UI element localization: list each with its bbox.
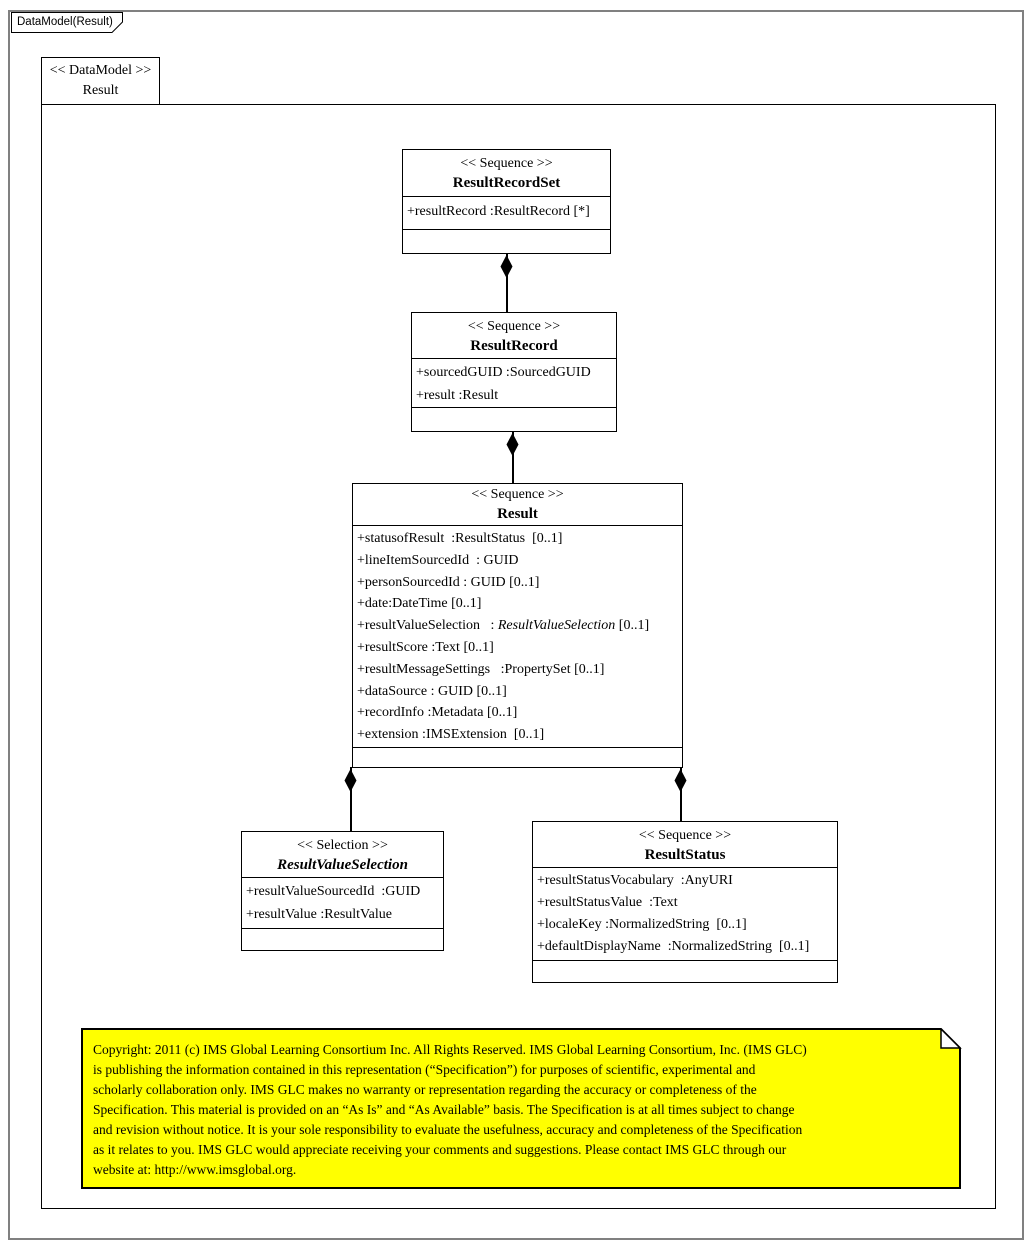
attribute-row: +sourcedGUID :SourcedGUID (416, 365, 591, 380)
class-box-result[interactable] (352, 483, 683, 768)
class-box-resultvalueselection[interactable] (241, 831, 444, 951)
attribute-row: +resultMessageSettings :PropertySet [0..1] (357, 661, 605, 677)
note-line: Copyright: 2011 (c) IMS Global Learning Consortium Inc. All Rights Reserved. IMS Global Learning Consortium, Inc. (IMS GLC) (93, 1042, 807, 1057)
composition-diamond-icon (500, 255, 513, 278)
class-name: Result (497, 506, 538, 522)
attribute-row: +localeKey :NormalizedString [0..1] (537, 917, 747, 932)
attribute-row: +resultValueSelection : ResultValueSelection [0..1] (357, 618, 650, 634)
class-stereotype: << Sequence >> (460, 156, 553, 171)
class-name: ResultRecordSet (452, 175, 561, 191)
attribute-row: +personSourcedId : GUID [0..1] (357, 574, 540, 590)
package-header[interactable] (41, 57, 160, 105)
empty-compartment (412, 408, 616, 431)
note-line: Specification. This material is provided on an “As Is” and “As Available” basis. The Specification is at all times subject to change (93, 1102, 795, 1117)
class-name: ResultStatus (644, 847, 726, 863)
class-stereotype: << Sequence >> (638, 828, 732, 843)
class-box-resultrecord[interactable] (411, 312, 617, 432)
attribute-row: +recordInfo :Metadata [0..1] (357, 705, 518, 721)
class-stereotype: << Selection >> (297, 838, 388, 853)
attribute-row: +resultRecord :ResultRecord [*] (407, 204, 590, 219)
attribute-row: +defaultDisplayName :NormalizedString [0..1] (537, 939, 810, 954)
diagram-tab-label: DataModel(Result) (17, 16, 113, 28)
composition-diamond-icon (506, 433, 519, 456)
class-box-resultstatus[interactable] (532, 821, 838, 983)
note-line: as it relates to you. IMS GLC would appreciate receiving your comments and suggestions. Please contact IMS GLC through our (93, 1142, 787, 1157)
empty-compartment (403, 230, 610, 253)
class-stereotype: << Sequence >> (467, 319, 561, 334)
empty-compartment (242, 929, 443, 950)
note-line: website at: http://www.imsglobal.org. (93, 1162, 297, 1177)
attribute-row: +statusofResult :ResultStatus [0..1] (357, 531, 563, 546)
copyright-note-text (93, 1040, 953, 1180)
attribute-row: +result :Result (416, 388, 499, 403)
class-stereotype: << Sequence >> (471, 487, 564, 502)
attribute-row: +resultStatusValue :Text (537, 895, 678, 910)
attribute-row: +dataSource : GUID [0..1] (357, 683, 507, 699)
class-name: ResultRecord (470, 338, 558, 354)
package-name: Result (82, 83, 119, 98)
note-line: and revision without notice. It is your sole responsibility to evaluate the usefulness, accuracy and completeness of the Specification (93, 1122, 803, 1137)
composition-diamond-icon (674, 769, 687, 792)
attribute-row: +lineItemSourcedId : GUID (357, 552, 519, 568)
attribute-row: +extension :IMSExtension [0..1] (357, 727, 545, 743)
class-box-resultrecordset[interactable] (402, 149, 611, 254)
attribute-row: +resultStatusVocabulary :AnyURI (537, 873, 733, 888)
attribute-row: +resultScore :Text [0..1] (357, 639, 494, 655)
attribute-row: +resultValueSourcedId :GUID (246, 884, 421, 899)
note-line: is publishing the information contained in this representation (“Specification”) for purposes of scientific, experimental and (93, 1062, 756, 1077)
attribute-row: +date:DateTime [0..1] (357, 596, 482, 612)
package-stereotype: << DataModel >> (49, 63, 152, 78)
empty-compartment (533, 961, 837, 982)
note-line: scholarly collaboration only. IMS GLC makes no warranty or representation regarding the accuracy or completeness of the (93, 1082, 757, 1097)
empty-compartment (353, 748, 682, 767)
composition-diamond-icon (344, 769, 357, 792)
class-name: ResultValueSelection (277, 857, 408, 873)
attribute-row: +resultValue :ResultValue (246, 907, 392, 922)
